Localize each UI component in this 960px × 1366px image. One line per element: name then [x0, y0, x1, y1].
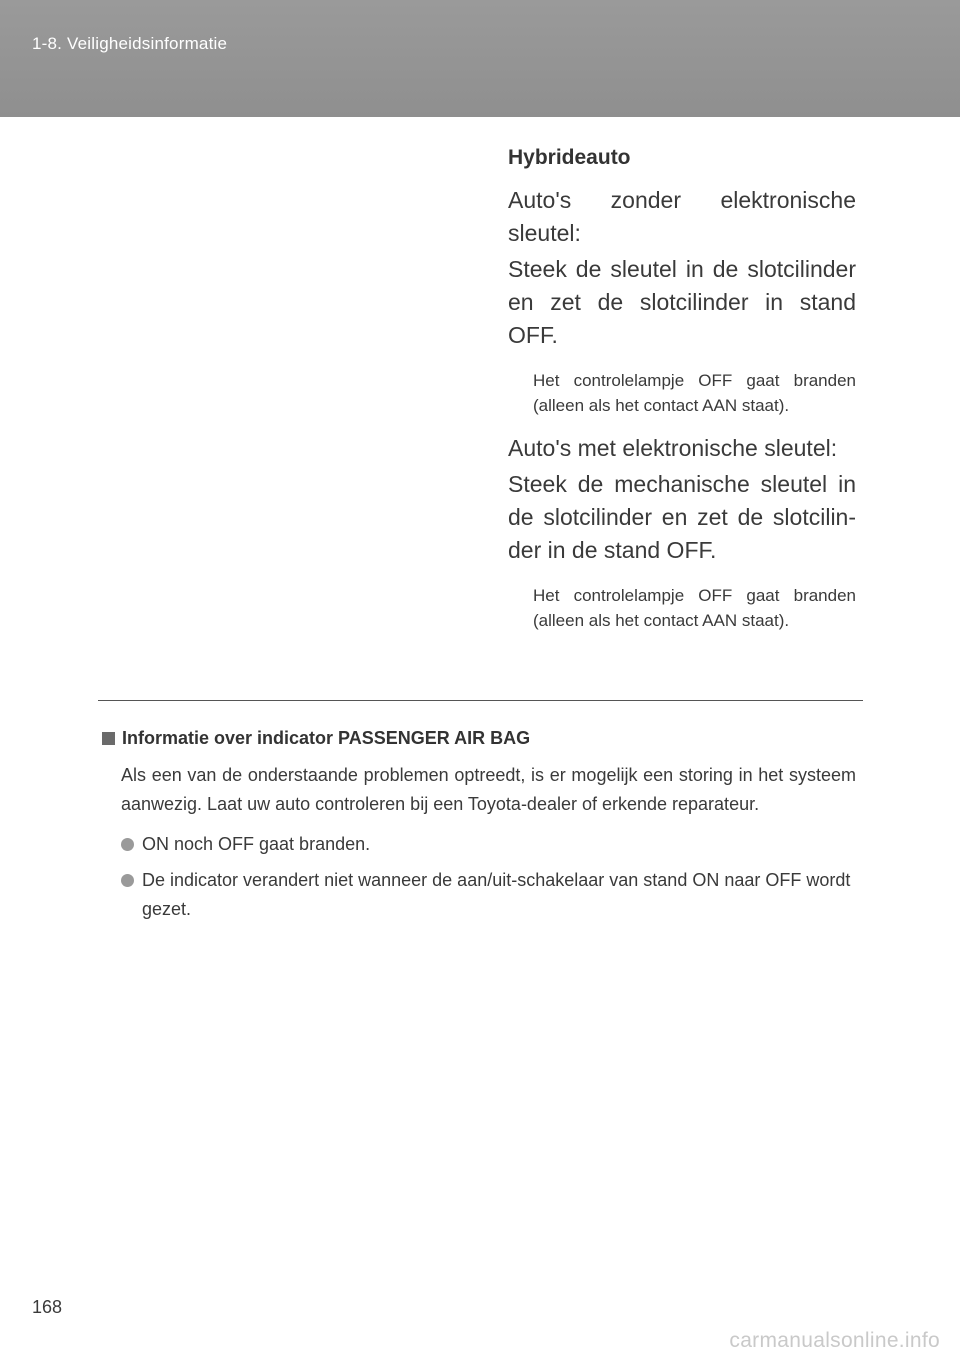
note-indicator-1: Het controlelampje OFF gaat branden (alleen als het contact AAN staat). [533, 371, 856, 415]
paragraph-insert-key: Steek de sleutel in de slotcilinder en zet de slotcilinder in stand OFF. [508, 256, 856, 348]
circle-bullet-icon [121, 874, 134, 887]
circle-bullet-icon [121, 838, 134, 851]
section-title: 1-8. Veiligheidsinformatie [32, 34, 228, 53]
info-text: Als een van de onderstaande problemen optreedt, is er mogelijk een storing in het systeem aanwezig. Laat uw auto controleren bij een Toyota-dealer of erkende reparateur. [121, 765, 856, 814]
list-item-text: ON noch OFF gaat branden. [142, 834, 371, 854]
info-heading-text: Informatie over indicator PASSENGER AIR BAG [122, 728, 531, 748]
paragraph-electronic-key: Auto's met elektronische sleutel: [508, 435, 838, 461]
note-indicator-2: Het controlelampje OFF gaat branden (alleen als het contact AAN staat). [533, 586, 856, 630]
paragraph-no-electronic-key: Auto's zonder elektronische sleutel: [508, 187, 856, 246]
page-number: 168 [32, 1297, 63, 1317]
divider [98, 700, 863, 701]
header-band [0, 0, 960, 117]
list-item [121, 830, 856, 859]
list-item [121, 866, 856, 924]
square-bullet-icon [102, 732, 115, 745]
list-item-text: De indicator verandert niet wanneer de aan/uit-schakelaar van stand ON naar OFF wordt gezet. [142, 870, 851, 919]
info-heading [102, 728, 856, 749]
watermark: carmanualsonline.info [729, 1329, 940, 1352]
paragraph-insert-mechanical-key: Steek de mechanische sleutel in de slotcilinder en zet de slotcilin-der in de stand OFF. [508, 471, 856, 563]
instructions-column [508, 146, 856, 647]
subtitle: Hybrideauto [508, 146, 631, 169]
info-section [102, 728, 856, 931]
